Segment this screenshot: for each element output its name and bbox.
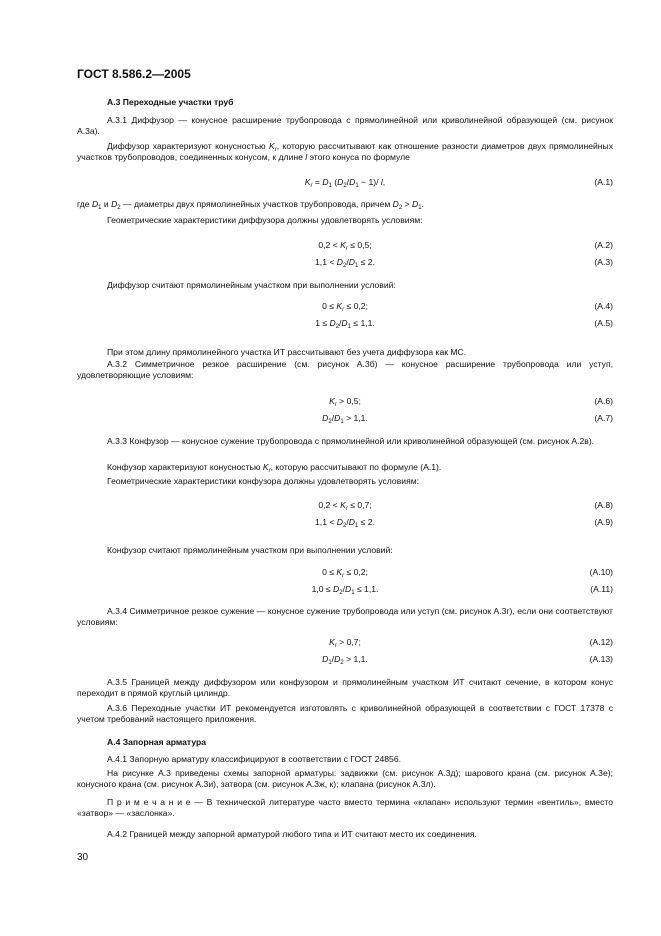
equation-a6: [77, 396, 613, 408]
equation-a3: [77, 257, 613, 269]
equation-number: (А.4): [594, 301, 613, 311]
equation-a1: [77, 177, 613, 189]
section-heading-a3: А.3 Переходные участки труб: [107, 97, 234, 107]
equation-a9: [77, 517, 613, 529]
paragraph-a4-2: А.4.2 Границей между запорной арматурой любого типа и ИТ считают место их соединения.: [107, 829, 477, 839]
equation-a11-formula: $1,0 \le D_2/D_1 \le 1,1$.: [311, 584, 379, 596]
paragraph-diffuser-straight: Диффузор считают прямолинейным участком при выполнении условий:: [107, 280, 396, 290]
page-number: 30: [77, 852, 89, 863]
paragraph-a3-6: А.3.6 Переходные участки ИТ рекомендуется изготовлять с криволинейной образующей в соответствии с ГОСТ 17378 с учетом требований настоящего приложения.: [77, 703, 613, 724]
equation-number: (А.11): [590, 584, 613, 594]
equation-number: (А.6): [594, 396, 613, 406]
equation-a8-formula: $0,2 < K_r \le 0,7$;: [318, 500, 372, 512]
paragraph-note: П р и м е ч а н и е — В технической литературе часто вместо термина «клапан» используют термин «вентиль», вместо «затвор» — «заслонка».: [77, 797, 613, 818]
equation-number: (А.7): [594, 413, 613, 423]
equation-a11: [77, 584, 613, 596]
paragraph-where-d1-d2: где $D_1$ и $D_2$ — диаметры двух прямолинейных участков трубопровода, причем $D_2 > D_1$.: [77, 199, 424, 211]
equation-a13-formula: $D_1/D_2 > 1,1$.: [322, 654, 368, 666]
equation-a8: [77, 500, 613, 512]
equation-a10: [77, 567, 613, 579]
equation-a7-formula: $D_2/D_1 > 1,1$.: [322, 413, 368, 425]
equation-number: (А.8): [594, 500, 613, 510]
paragraph-a3-1: А.3.1 Диффузор — конусное расширение трубопровода с прямолинейной или криволинейной образующей (см. рисунок А.3а).: [77, 115, 613, 136]
section-heading-a4: А.4 Запорная арматура: [107, 737, 207, 747]
equation-a13: [77, 654, 613, 666]
paragraph-confuser-geometry: Геометрические характеристики конфузора должны удовлетворять условиям:: [107, 476, 420, 486]
equation-a4: [77, 301, 613, 313]
equation-a2: [77, 240, 613, 252]
equation-number: (А.2): [594, 240, 613, 250]
equation-a6-formula: $K_r > 0,5$;: [329, 396, 361, 408]
paragraph-diffuser-taper: Диффузор характеризуют конусностью $K_r$, которую рассчитывают как отношение разности диаметров двух прямолинейных участков трубопроводов, соединенных конусом, к длине l этого конуса по формуле: [77, 141, 613, 162]
equation-number: (А.1): [594, 177, 613, 187]
equation-number: (А.10): [589, 567, 613, 577]
paragraph-a4-1: А.4.1 Запорную арматуру классифицируют в соответствии с ГОСТ 24856.: [107, 754, 401, 764]
document-header: ГОСТ 8.586.2—2005: [77, 67, 191, 81]
equation-a9-formula: $1,1 < D_2/D_1 \le 2$.: [315, 517, 375, 529]
equation-number: (А.3): [594, 257, 613, 267]
equation-number: (А.5): [594, 318, 613, 328]
equation-a1-formula: $K_r = D_1$ $(D_2/D_1 - 1)/$ l,: [304, 177, 386, 189]
equation-a3-formula: $1,1 < D_2/D_1 \le 2$.: [315, 257, 375, 269]
equation-a12-formula: $K_r > 0,7$;: [329, 637, 361, 649]
equation-a12: [77, 637, 613, 649]
equation-a7: [77, 413, 613, 425]
equation-number: (А.9): [594, 517, 613, 527]
paragraph-confuser-taper: Конфузор характеризуют конусностью $K_r$, которую рассчитывают по формуле (А.1).: [107, 462, 442, 474]
equation-a10-formula: $0 \le K_r \le 0,2$;: [322, 567, 368, 579]
paragraph-a3-3: А.3.3 Конфузор — конусное сужение трубопровода с прямолинейной или криволинейной образующей (см. рисунок А.2в).: [107, 436, 595, 446]
paragraph-confuser-straight: Конфузор считают прямолинейным участком при выполнении условий:: [107, 545, 393, 555]
paragraph-a3-5: А.3.5 Границей между диффузором или конфузором и прямолинейным участком ИТ считают сечение, в котором конус переходит в прямой круглый цилиндр.: [77, 677, 613, 698]
equation-a5-formula: $1 \le D_2/D_1 \le 1,1$.: [315, 318, 375, 330]
equation-a4-formula: $0 \le K_r \le 0,2$;: [322, 301, 368, 313]
equation-a2-formula: $0,2 < K_r \le 0,5$;: [318, 240, 372, 252]
equation-number: (А.12): [589, 637, 613, 647]
paragraph-diffuser-length: При этом длину прямолинейного участка ИТ рассчитывают без учета диффузора как МС.: [107, 347, 467, 357]
equation-a5: [77, 318, 613, 330]
paragraph-a3-4: А.3.4 Симметричное резкое сужение — конусное сужение трубопровода или уступ (см. рисунок А.3г), если они соответствуют условиям:: [77, 606, 613, 627]
paragraph-diffuser-geometry: Геометрические характеристики диффузора должны удовлетворять условиям:: [107, 215, 423, 225]
equation-number: (А.13): [589, 654, 613, 664]
paragraph-a3-2: А.3.2 Симметричное резкое расширение (см. рисунок А.3б) — конусное расширение трубопровода или уступ, удовлетворяющие условиям:: [77, 359, 613, 380]
paragraph-valve-schemes: На рисунке А.3 приведены схемы запорной арматуры: задвижки (см. рисунок А.3д); шарового крана (см. рисунок А.3е); конусного крана (см. рисунок А.3и), затвора (см. рисунок А.3ж, к); клапана (рисунок А.3л).: [77, 768, 613, 789]
